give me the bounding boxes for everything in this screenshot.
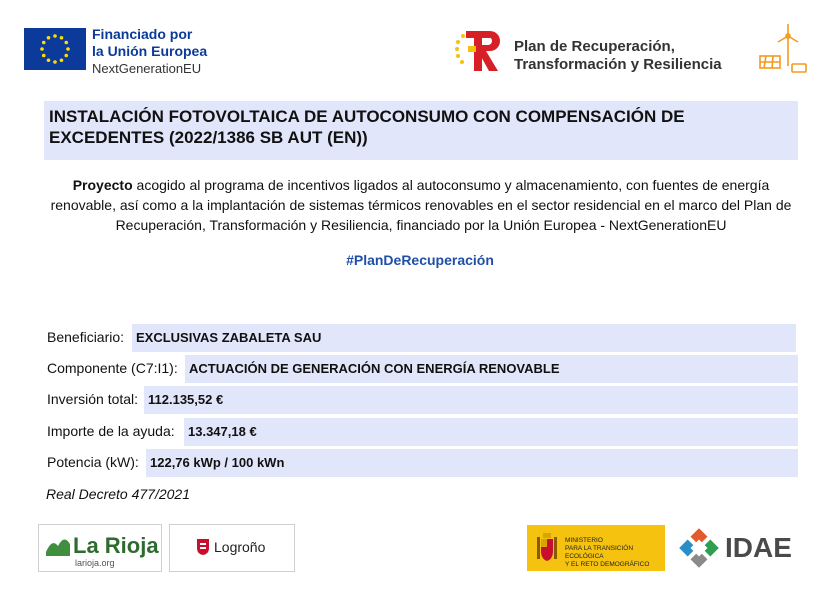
la-rioja-url: larioja.org bbox=[75, 558, 115, 568]
field-beneficiario-value: EXCLUSIVAS ZABALETA SAU bbox=[136, 330, 322, 345]
eu-star-icon bbox=[40, 47, 44, 51]
eu-funding-line3: NextGenerationEU bbox=[92, 61, 202, 76]
field-importe-label: Importe de la ayuda: bbox=[47, 423, 175, 439]
project-description bbox=[44, 175, 798, 235]
logrono-logo bbox=[169, 524, 295, 572]
ministerio-line1: MINISTERIO bbox=[565, 537, 603, 544]
prtr-line2: Transformación y Resiliencia bbox=[514, 56, 722, 73]
field-componente-value-box bbox=[185, 355, 798, 383]
idae-name: IDAE bbox=[725, 532, 792, 563]
prtr-logo-text bbox=[514, 38, 722, 74]
la-rioja-logo bbox=[38, 524, 162, 572]
field-componente bbox=[44, 355, 798, 383]
field-potencia-value: 122,76 kWp / 100 kWn bbox=[150, 455, 285, 470]
field-componente-value: ACTUACIÓN DE GENERACIÓN CON ENERGÍA RENOVABLE bbox=[189, 361, 560, 376]
field-potencia-value-box bbox=[146, 449, 798, 477]
eu-star-icon bbox=[53, 34, 57, 38]
eu-star-icon bbox=[60, 36, 64, 40]
ministerio-line3: Y EL RETO DEMOGRÁFICO bbox=[565, 561, 650, 568]
logrono-shield-icon bbox=[196, 538, 210, 556]
eu-star-icon bbox=[64, 54, 68, 58]
eu-star-icon bbox=[60, 58, 64, 62]
eu-star-icon bbox=[64, 41, 68, 45]
field-componente-label: Componente (C7:I1): bbox=[47, 360, 178, 376]
eu-star-icon bbox=[42, 41, 46, 45]
spain-coat-of-arms-icon bbox=[535, 531, 559, 565]
hashtag: #PlanDeRecuperación bbox=[346, 252, 494, 268]
field-beneficiario bbox=[44, 324, 796, 352]
field-potencia-label: Potencia (kW): bbox=[47, 454, 139, 470]
field-importe-value: 13.347,18 € bbox=[188, 424, 257, 439]
eu-star-icon bbox=[47, 36, 51, 40]
ministerio-line2: PARA LA TRANSICIÓN ECOLÓGICA bbox=[565, 545, 634, 560]
description-bold-word: Proyecto bbox=[72, 177, 133, 193]
eu-flag-icon bbox=[24, 28, 86, 70]
field-beneficiario-value-box bbox=[132, 324, 796, 352]
idae-logo bbox=[677, 524, 817, 572]
eu-funding-text bbox=[92, 26, 207, 77]
la-rioja-emblem-icon bbox=[45, 532, 71, 558]
prtr-logo-icon bbox=[454, 28, 504, 74]
field-importe bbox=[44, 418, 798, 446]
eu-star-icon bbox=[42, 54, 46, 58]
field-importe-value-box bbox=[184, 418, 798, 446]
field-beneficiario-label: Beneficiario: bbox=[47, 329, 125, 345]
field-inversion-value-box bbox=[144, 386, 798, 414]
field-inversion bbox=[44, 386, 798, 414]
ministerio-text bbox=[565, 537, 665, 569]
field-inversion-value: 112.135,52 € bbox=[148, 392, 224, 407]
wind-solar-icon bbox=[754, 22, 812, 78]
eu-star-icon bbox=[47, 58, 51, 62]
eu-star-icon bbox=[53, 60, 57, 64]
description-text: acogido al programa de incentivos ligados al autoconsumo y almacenamiento, con fuentes de energía renovable, así como a la implantación de sistemas térmicos renovables en el sector residencial en el marco del Plan de Recuperación, Transformación y Resiliencia, financiado por la Unión Europea - NextGenerationEU bbox=[50, 177, 792, 233]
ministerio-logo bbox=[527, 525, 665, 571]
idae-emblem-icon bbox=[677, 526, 721, 570]
field-potencia bbox=[44, 449, 798, 477]
project-title: INSTALACIÓN FOTOVOLTAICA DE AUTOCONSUMO CON COMPENSACIÓN DE EXCEDENTES (2022/1386 SB AUT (EN)) bbox=[49, 107, 685, 147]
la-rioja-name: La Rioja bbox=[73, 533, 159, 558]
eu-funding-line1: Financiado por bbox=[92, 26, 193, 42]
logrono-name: Logroño bbox=[214, 539, 266, 555]
prtr-line1: Plan de Recuperación, bbox=[514, 38, 675, 55]
field-inversion-label: Inversión total: bbox=[47, 391, 139, 407]
decree-reference: Real Decreto 477/2021 bbox=[46, 486, 190, 502]
eu-funding-line2: la Unión Europea bbox=[92, 43, 208, 59]
eu-star-icon bbox=[66, 47, 70, 51]
